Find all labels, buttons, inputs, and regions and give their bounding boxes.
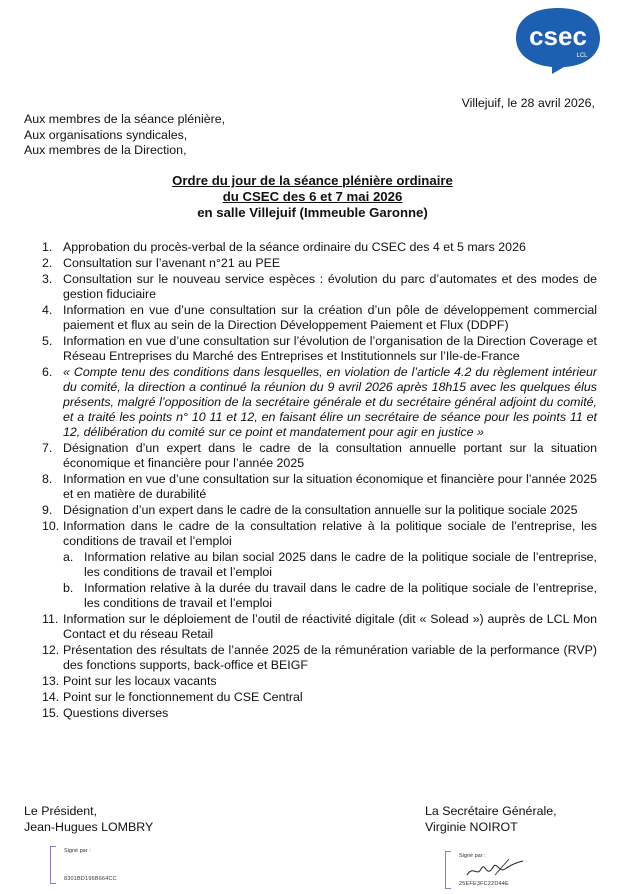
title-line-2: du CSEC des 6 et 7 mai 2026 [222,189,403,204]
agenda-item-text: « Compte tenu des conditions dans lesquelles, en violation de l’article 4.2 du règlement intérieur du comité, la direction a continué la réunion du 9 avril 2026 après 18h15 avec les quelques élus présents, malgré l’opposition de la secrétaire générale et du secrétaire général adjoint du comité, et a traité les points n° 10 11 et 12, en faisant élire un secrétaire de séance pour les points 11 et 12, délibération du comité sur ce point et mandatement pour agir en justice » [63,365,597,439]
signatory-role: Le Président, [24,804,98,818]
logo-text: csec [529,21,587,51]
e-signature-stamp-right [445,851,545,889]
agenda-item-number: 15. [42,706,60,720]
signature-right [425,803,557,835]
stamp-label: Signé par : [459,853,486,859]
agenda-item-number: 3. [42,272,53,286]
agenda-item-number: 4. [42,303,53,317]
agenda-item-number: 11. [42,612,59,626]
agenda-item-number: 5. [42,334,53,348]
agenda-item-number: 7. [42,441,53,455]
agenda-subitem-letter: b. [63,581,74,595]
agenda-item [42,706,597,721]
signatory-name: Virginie NOIROT [425,820,518,834]
agenda-subitem-letter: a. [63,550,74,564]
agenda-item-text: Désignation d’un expert dans le cadre de la consultation annuelle portant sur la situation économique et financière pour l’année 2025 [63,441,597,470]
title-line-1: Ordre du jour de la séance plénière ordinaire [172,173,453,188]
agenda-subitem [63,550,597,580]
stamp-bracket [50,846,56,884]
agenda-item-number: 2. [42,256,53,270]
agenda-item-text: Information sur le déploiement de l’outil de réactivité digitale (dit « Solead ») auprès de LCL Mon Contact et du réseau Retail [63,612,597,641]
stamp-label: Signé par : [64,848,91,854]
date-line: Villejuif, le 28 avril 2026, [461,96,595,110]
agenda-item-text: Questions diverses [63,706,169,720]
agenda-item [42,334,597,364]
recipient-line: Aux membres de la Direction, [24,143,187,157]
handwritten-signature [465,857,525,881]
agenda-item-text: Désignation d’un expert dans le cadre de la consultation annuelle sur la politique sociale 2025 [63,503,578,517]
stamp-code: 25EFE3FC22D44E [459,881,509,887]
agenda-item-number: 6. [42,365,53,379]
agenda-item [42,240,597,255]
agenda-item-number: 14. [42,690,60,704]
agenda-item [42,690,597,705]
agenda-item-number: 13. [42,674,60,688]
agenda-item-text: Présentation des résultats de l’année 2025 de la rémunération variable de la performance (RVP) des fonctions supports, back-office et BEIGF [63,643,597,672]
agenda-item-number: 12. [42,643,60,657]
agenda-item-text: Information en vue d’une consultation sur la création d’un pôle de développement commercial paiement et flux au sein de la Direction Développement Paiement et Flux (DDPF) [63,303,597,332]
stamp-bracket [445,851,451,889]
csec-logo [508,4,608,76]
agenda-item [42,519,597,611]
agenda-item [42,441,597,471]
signature-left [24,803,153,835]
agenda-item [42,472,597,502]
agenda-item-text: Information en vue d’une consultation sur l’évolution de l’organisation de la Direction Coverage et Réseau Entreprises du Marché des Entreprises et Institutionnels sur l’Ile-de-France [63,334,597,363]
agenda-subitem-text: Information relative à la durée du travail dans le cadre de la politique sociale de l’entreprise, les conditions de travail et l’emploi [84,581,597,610]
signatory-role: La Secrétaire Générale, [425,804,557,818]
agenda-subitem-text: Information relative au bilan social 2025 dans le cadre de la politique sociale de l’entreprise, les conditions de travail et l’emploi [84,550,597,579]
agenda-item [42,256,597,271]
agenda-item-text: Point sur le fonctionnement du CSE Central [63,690,303,704]
agenda-item-number: 9. [42,503,53,517]
agenda-item [42,643,597,673]
agenda-item-number: 10. [42,519,60,533]
agenda-item [42,674,597,689]
stamp-code: 8301BD196B664CC [64,876,117,882]
e-signature-stamp-left [50,846,160,884]
recipients-block [24,112,225,159]
agenda-item-text: Approbation du procès-verbal de la séance ordinaire du CSEC des 4 et 5 mars 2026 [63,240,526,254]
agenda-item-number: 8. [42,472,53,486]
agenda-item-text: Point sur les locaux vacants [63,674,217,688]
agenda-item-text: Information dans le cadre de la consultation relative à la politique sociale de l’entreprise, les conditions de travail et l’emploi [63,519,597,548]
recipient-line: Aux membres de la séance plénière, [24,112,226,126]
agenda-sublist [63,550,597,611]
agenda-item-text: Consultation sur l’avenant n°21 au PEE [63,256,281,270]
agenda-item [42,503,597,518]
agenda-item [42,365,597,440]
agenda-item [42,272,597,302]
agenda-item-number: 1. [42,240,53,254]
agenda-item [42,303,597,333]
agenda-item-text: Consultation sur le nouveau service espèces : évolution du parc d’automates et des modes de gestion fiduciaire [63,272,597,301]
title-line-3: en salle Villejuif (Immeuble Garonne) [197,205,428,220]
agenda-item-text: Information en vue d’une consultation sur la situation économique et financière pour l’année 2025 et en matière de durabilité [63,472,597,501]
document-title [0,173,625,221]
logo-subtext: LCL [576,53,588,59]
agenda-item [42,612,597,642]
recipient-line: Aux organisations syndicales, [24,127,188,142]
agenda-list [42,240,597,722]
signatory-name: Jean-Hugues LOMBRY [24,820,154,834]
agenda-subitem [63,581,597,611]
